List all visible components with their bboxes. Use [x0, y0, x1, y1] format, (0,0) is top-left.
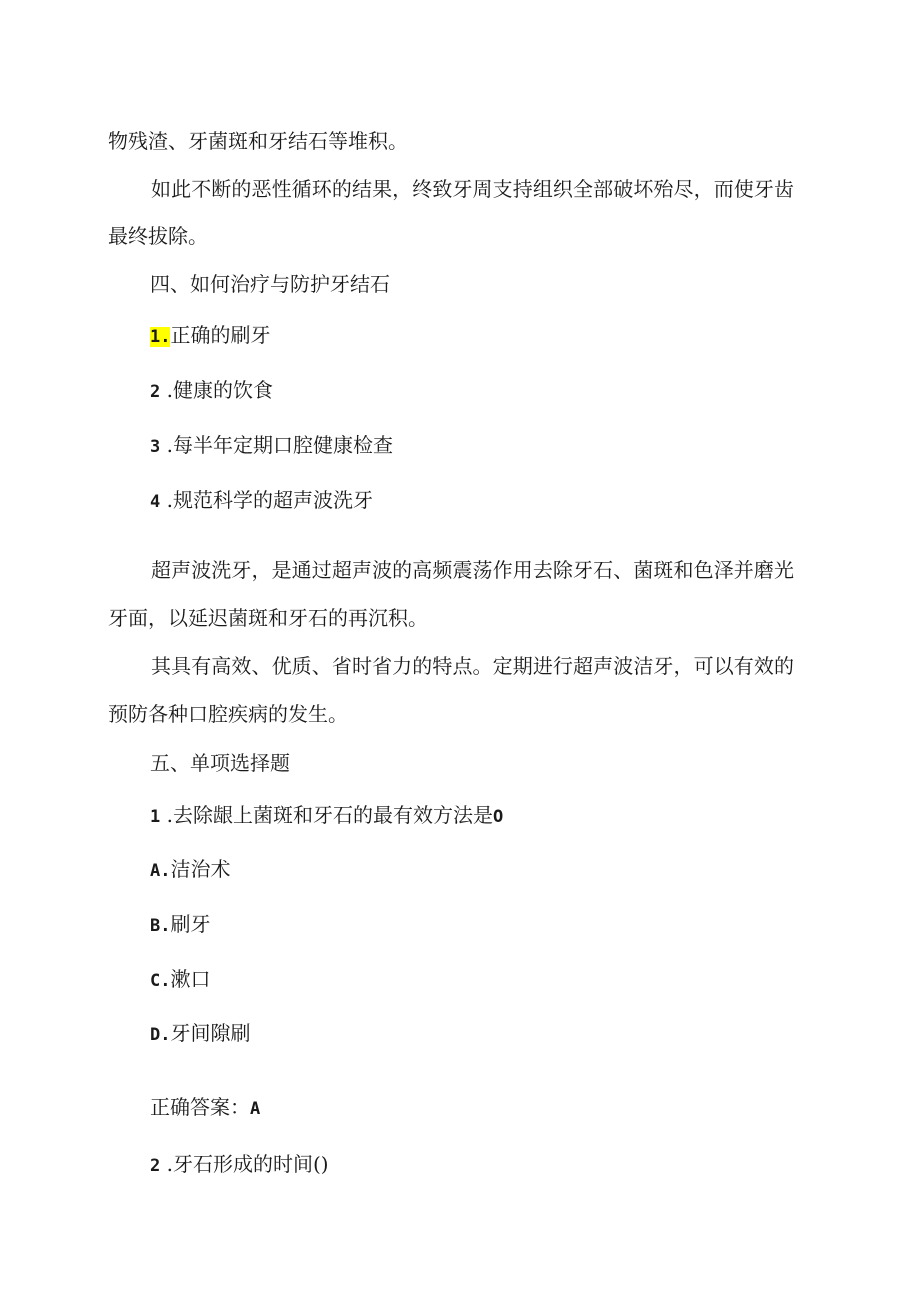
list-item-text: .每半年定期口腔健康检查 — [166, 433, 393, 457]
option-text: 洁治术 — [170, 857, 231, 881]
list-item-text: 正确的刷牙 — [170, 323, 271, 347]
list-item-number: 3 — [150, 437, 161, 457]
question-number: 2 — [150, 1156, 161, 1176]
option-b — [150, 911, 210, 939]
question-text: .去除龈上菌斑和牙石的最有效方法是 — [166, 803, 493, 827]
paragraph-2-line-1: 如此不断的恶性循环的结果，终致牙周支持组织全部破坏殆尽，而使牙齿 — [151, 177, 794, 201]
paragraph-4-line-2: 预防各种口腔疾病的发生。 — [108, 702, 348, 726]
list-item-3 — [150, 432, 393, 460]
answer-line — [150, 1094, 260, 1122]
option-letter: C. — [150, 971, 171, 991]
list-item-2 — [150, 377, 273, 405]
option-d — [150, 1020, 250, 1048]
question-tail: O — [492, 807, 504, 827]
question-2 — [150, 1151, 329, 1179]
paragraph-4-line-1: 其具有高效、优质、省时省力的特点。定期进行超声波洁牙，可以有效的 — [151, 654, 794, 678]
question-number: 1 — [150, 807, 161, 827]
list-item-4 — [150, 487, 373, 515]
list-item-number: 4 — [150, 492, 161, 512]
list-item-number: 2 — [150, 382, 161, 402]
option-text: 牙间隙刷 — [170, 1021, 251, 1045]
question-text: .牙石形成的时间() — [166, 1152, 329, 1176]
option-text: 漱口 — [170, 967, 211, 991]
list-item-text: .规范科学的超声波洗牙 — [166, 488, 373, 512]
list-item-text: .健康的饮食 — [166, 378, 273, 402]
question-1 — [150, 802, 503, 830]
answer-value: A — [250, 1099, 261, 1119]
option-letter: B. — [150, 916, 171, 936]
section-4-heading: 四、如何治疗与防护牙结石 — [150, 272, 390, 296]
list-item-1 — [150, 322, 270, 350]
section-5-heading: 五、单项选择题 — [150, 751, 290, 775]
option-letter: A. — [150, 861, 171, 881]
paragraph-3-line-2: 牙面，以延迟菌斑和牙石的再沉积。 — [108, 606, 428, 630]
option-c — [150, 966, 210, 994]
paragraph-3-line-1: 超声波洗牙，是通过超声波的高频震荡作用去除牙石、菌斑和色泽并磨光 — [151, 558, 794, 582]
paragraph-1-end: 物残渣、牙菌斑和牙结石等堆积。 — [108, 129, 408, 153]
option-a — [150, 856, 230, 884]
option-letter: D. — [150, 1025, 171, 1045]
answer-label: 正确答案： — [150, 1095, 250, 1119]
list-item-number: 1. — [150, 327, 171, 347]
option-text: 刷牙 — [170, 912, 211, 936]
paragraph-2-line-2: 最终拔除。 — [108, 224, 208, 248]
